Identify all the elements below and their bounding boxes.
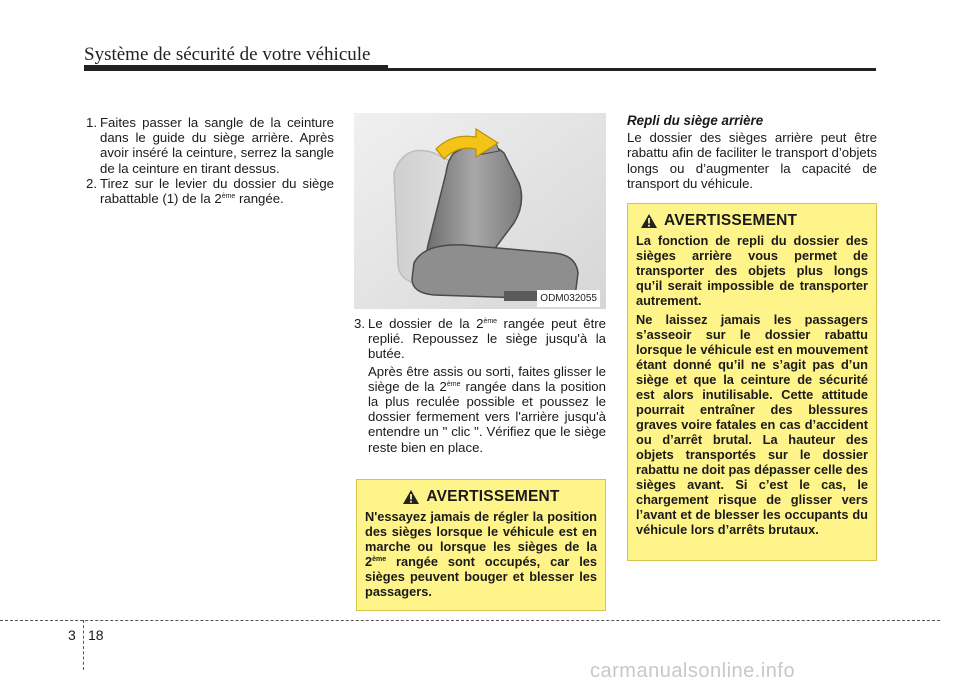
warning-body: [365, 509, 597, 599]
warning-title: AVERTISSEMENT: [426, 488, 560, 505]
step-number: 2.: [86, 175, 97, 191]
warning-box-seat-adjust: [356, 479, 606, 611]
warning-body: [636, 233, 868, 537]
illustration-code: ODM032055: [537, 290, 600, 307]
steps-group: [354, 316, 606, 455]
header-rule-accent: [84, 65, 388, 71]
step-3: [354, 316, 606, 362]
step-text-part: rangée peut être replié. Repoussez le siège jusqu'à la butée.: [368, 316, 606, 362]
curved-arrow-icon: [432, 127, 502, 167]
para-text-part: rangée dans la position la plus reculée possible et poussez le dossier fermement vers l'arrière jusqu'à entendre un " clic ". Vérifiez que le siège reste bien en place.: [368, 378, 606, 455]
step-text: [368, 316, 606, 362]
ordinal-superscript: ème: [221, 193, 236, 201]
para-text-part: Après être assis ou sorti, faites glisser le siège de la 2: [368, 363, 606, 394]
step-text: Faites passer la sangle de la ceinture dans le guide du siège arrière. Après avoir inséré la ceinture, serrez la sangle de la ceinture en tirant dessus.: [100, 115, 334, 176]
column-right: [627, 113, 877, 191]
watermark: carmanualsonline.info: [590, 660, 796, 682]
footer-divider: [83, 620, 84, 670]
chapter-number: 3: [68, 627, 76, 643]
seat-illustration: [354, 113, 606, 309]
warning-paragraph: Ne laissez jamais les passagers s’asseoir sur le dossier rabattu lorsque le véhicule est en mouvement étant donné qu’il ne s’agit pas d’un siège et que la ceinture de sécurité est alors inutilisable. Cette attitude pourrait entraîner des blessures graves voire fatales en cas d’accident ou d’arrêt brutal. La hauteur des objets transportés sur le dossier rabattu ne doit pas dépasser celle des sièges avant. Si c’est le cas, le chargement risque de glisser vers l’avant et de blesser les occupants du véhicule lors d’arrêts brutaux.: [636, 312, 868, 537]
section-heading: Repli du siège arrière: [627, 113, 764, 128]
step-text-part: Le dossier de la 2: [368, 316, 484, 331]
step-number: 1.: [86, 115, 97, 130]
warning-text-part: N'essayez jamais de régler la position des sièges lorsque le véhicule est en marche ou lorsque les sièges de la 2: [365, 509, 597, 569]
column-middle: [354, 113, 606, 455]
ordinal-superscript: ème: [483, 318, 498, 325]
warning-triangle-icon: [402, 489, 420, 505]
warning-box-seat-fold: [627, 203, 877, 561]
step-2: [86, 176, 334, 206]
ordinal-superscript: ème: [446, 380, 461, 388]
ordinal-superscript: ème: [372, 556, 387, 563]
warning-header: [365, 488, 597, 506]
step-3-detail: [368, 364, 606, 455]
step-1: [86, 115, 334, 176]
warning-triangle-icon: [640, 213, 658, 229]
step-text-part: rangée.: [235, 191, 284, 207]
warning-title: AVERTISSEMENT: [664, 212, 798, 229]
page-number: 18: [88, 627, 104, 643]
column-left: [86, 115, 334, 206]
warning-paragraph: La fonction de repli du dossier des sièges arrière vous permet de transporter des objets plus longs qu’il serait impossible de transporter autrement.: [636, 233, 868, 308]
warning-header: [640, 212, 868, 230]
warning-text-part: rangée sont occupés, car les sièges peuvent bouger et blesser les passagers.: [365, 554, 597, 599]
footer-rule: [0, 620, 940, 621]
step-number: 3.: [354, 316, 365, 331]
step-text: [100, 176, 334, 206]
section-intro: Le dossier des sièges arrière peut être rabattu afin de faciliter le transport d’objets longs ou d’augmenter la capacité de transport du véhicule.: [627, 130, 877, 191]
page-title: Système de sécurité de votre véhicule: [84, 44, 371, 65]
step-text-part: Tirez sur le levier du dossier du siège rabattable (1) de la 2: [100, 175, 334, 207]
